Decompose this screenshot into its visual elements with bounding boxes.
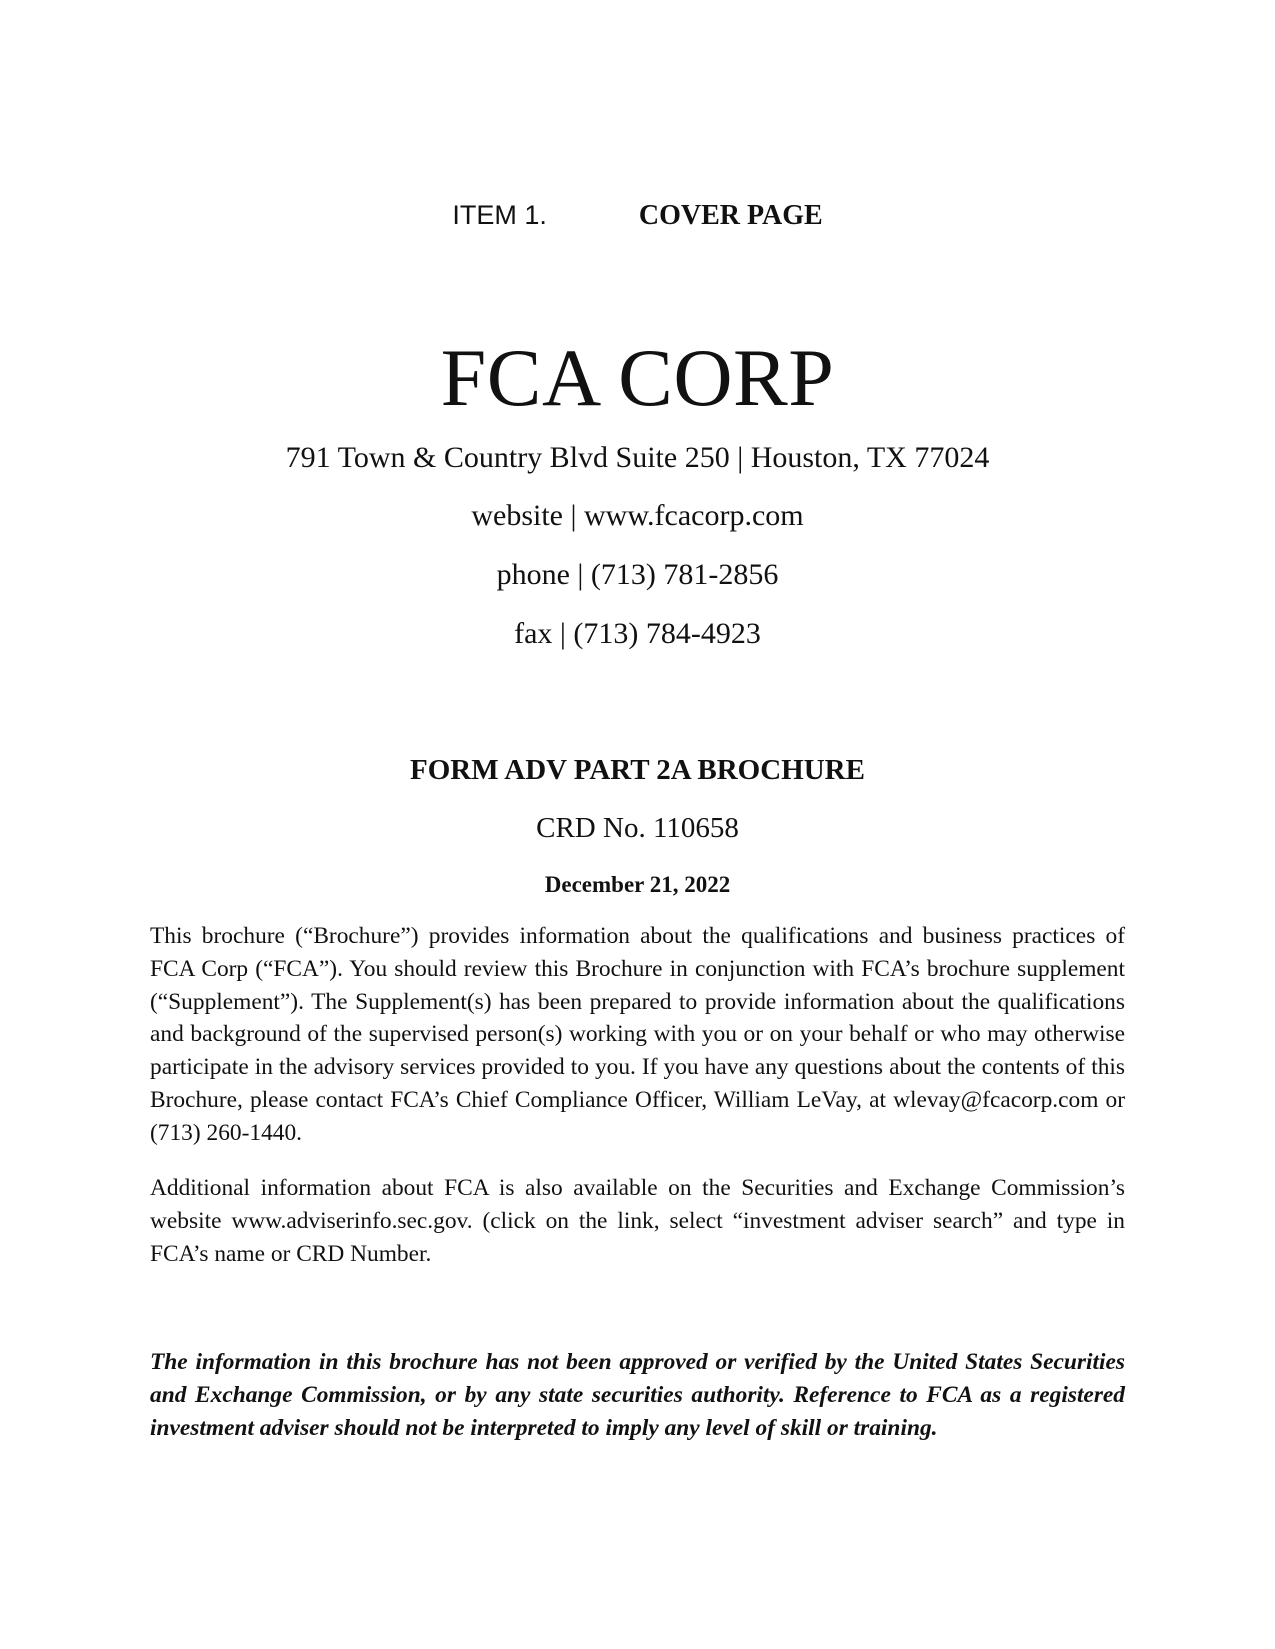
firm-name-part2: ORP [673, 332, 835, 423]
form-title: FORM ADV PART 2A BROCHURE [410, 754, 865, 786]
firm-phone: phone | (713) 781-2856 [496, 558, 779, 591]
item-number: ITEM 1. [452, 200, 547, 230]
item-heading [0, 198, 1275, 233]
firm-fax: fax | (713) 784-4923 [514, 617, 761, 650]
intro-paragraph: This brochure (“Brochure”) provides information about the qualifications and business practices of FCA Corp (“FCA”). You should review this Brochure in conjunction with FCA’s brochure supplement (“Supplement”). The Supplement(s) has been prepared to provide information about the qualifications and background of the supervised person(s) working with you or on your behalf or who may otherwise participate in the advisory services provided to you. If you have any questions about the contents of this Brochure, please contact FCA’s Chief Compliance Officer, William LeVay, at wlevay@fcacorp.com or (713) 260-1440. [150, 923, 1125, 1146]
crd-number: CRD No. 110658 [536, 812, 739, 844]
item-title: COVER PAGE [638, 200, 823, 231]
firm-address: 791 Town & Country Blvd Suite 250 | Houston, TX 77024 [285, 441, 990, 474]
firm-website: website | www.fcacorp.com [471, 499, 804, 532]
brochure-date: December 21, 2022 [544, 872, 731, 897]
firm-name-part1: FCA C [440, 332, 674, 423]
additional-info-paragraph: Additional information about FCA is also available on the Securities and Exchange Commission’s website www.adviserinfo.sec.gov. (click on the link, select “investment adviser search” and type in FCA’s name or CRD Number. [150, 1175, 1125, 1267]
disclaimer-paragraph: The information in this brochure has not been approved or verified by the United States Securities and Exchange Commission, or by any state securities authority. Reference to FCA as a registered investment adviser should not be interpreted to imply any level of skill or training. [150, 1349, 1125, 1441]
firm-name [0, 330, 1275, 426]
